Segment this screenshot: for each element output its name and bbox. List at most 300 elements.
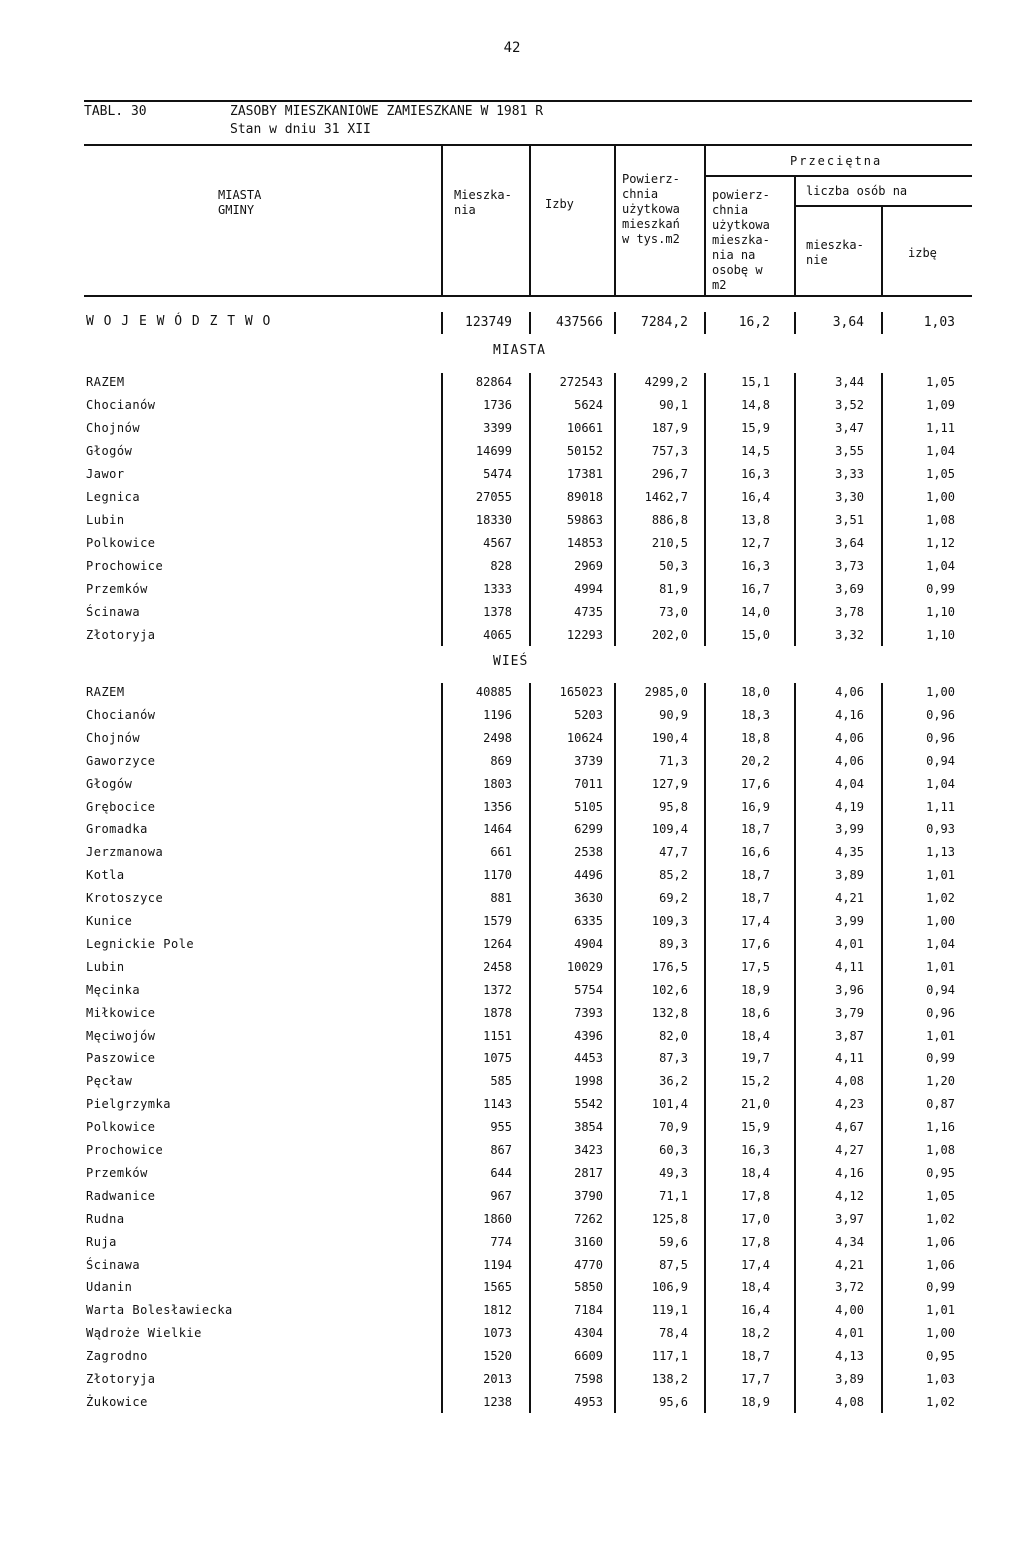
cell-value: 106,9 <box>651 1280 688 1295</box>
cell-value: 1,06 <box>926 1257 955 1272</box>
cell-value: 16,6 <box>741 845 770 860</box>
row-name: Męcinka <box>86 982 141 997</box>
cell-value: 1,01 <box>926 1028 955 1043</box>
cell-value: 3160 <box>574 1234 603 1249</box>
cell-value: 4,01 <box>835 936 864 951</box>
cell-value: 3790 <box>574 1188 603 1203</box>
cell-value: 210,5 <box>651 536 688 550</box>
row-name: Prochowice <box>86 559 164 573</box>
cell-value: 16,4 <box>741 1303 770 1318</box>
header-na-izbe: izbę <box>908 246 937 260</box>
cell-value: 87,3 <box>659 1051 688 1066</box>
row-name: RAZEM <box>86 685 125 699</box>
cell-value: 90,1 <box>659 398 688 412</box>
cell-value: 17,7 <box>741 1372 770 1386</box>
wojewodztwo-label: W O J E W Ó D Z T W O <box>86 314 272 329</box>
column-separator <box>441 683 443 1413</box>
header-na-mieszkanie: mieszka- nie <box>806 238 864 267</box>
cell-value: 132,8 <box>651 1005 688 1020</box>
cell-value: 10624 <box>566 730 603 745</box>
cell-value: 40885 <box>475 685 512 699</box>
cell-value: 7262 <box>574 1211 603 1226</box>
cell-value: 1998 <box>574 1074 603 1089</box>
cell-value: 176,5 <box>651 959 688 974</box>
cell-value: 644 <box>490 1165 512 1180</box>
table-subtitle: Stan w dniu 31 XII <box>230 122 371 137</box>
cell-value: 4065 <box>483 628 512 642</box>
column-separator <box>614 683 616 1413</box>
cell-value: 16,4 <box>741 490 770 504</box>
cell-value: 2498 <box>483 730 512 745</box>
cell-value: 1333 <box>483 582 512 596</box>
section-title: WIEŚ <box>493 654 529 669</box>
cell-value: 202,0 <box>651 628 688 642</box>
cell-value: 3,73 <box>835 559 864 573</box>
cell-value: 757,3 <box>651 444 688 458</box>
cell-value: 50152 <box>566 444 603 458</box>
cell-value: 2817 <box>574 1165 603 1180</box>
cell-value: 18,3 <box>741 707 770 722</box>
cell-value: 16,3 <box>741 467 770 481</box>
row-name: Prochowice <box>86 1143 164 1157</box>
cell-value: 869 <box>490 753 512 768</box>
row-name: Kotla <box>86 868 125 883</box>
cell-value: 18,7 <box>741 822 770 837</box>
row-name: Głogów <box>86 776 133 791</box>
cell-value: 3739 <box>574 753 603 768</box>
cell-value: 0,99 <box>926 582 955 596</box>
cell-value: 5624 <box>574 398 603 412</box>
cell-value: 0,99 <box>926 1280 955 1295</box>
cell-value: 4,16 <box>835 1165 864 1180</box>
cell-value: 4,06 <box>835 753 864 768</box>
row-name: Lubin <box>86 959 125 974</box>
cell-value: 1,02 <box>926 1394 955 1409</box>
cell-value: 1878 <box>483 1005 512 1020</box>
cell-value: 4,34 <box>835 1234 864 1249</box>
cell-value: 19,7 <box>741 1051 770 1066</box>
column-separator <box>614 373 616 646</box>
cell-value: 1356 <box>483 799 512 814</box>
cell-value: 14853 <box>566 536 603 550</box>
cell-value: 3,69 <box>835 582 864 596</box>
cell-value: 18,4 <box>741 1028 770 1043</box>
cell-value: 1,05 <box>926 375 955 389</box>
cell-value: 1565 <box>483 1280 512 1295</box>
cell-value: 3630 <box>574 891 603 906</box>
cell-value: 0,95 <box>926 1349 955 1364</box>
cell-value: 3,55 <box>835 444 864 458</box>
row-name: Miłkowice <box>86 1005 156 1020</box>
cell-value: 3,47 <box>835 421 864 435</box>
cell-value: 4,04 <box>835 776 864 791</box>
cell-value: 16,7 <box>741 582 770 596</box>
row-name: Wądroże Wielkie <box>86 1326 202 1341</box>
header-izby: Izby <box>545 197 574 211</box>
cell-value: 5542 <box>574 1097 603 1112</box>
cell-value: 3,89 <box>835 1372 864 1386</box>
cell-value: 1,00 <box>926 914 955 928</box>
cell-value: 4,11 <box>835 1051 864 1066</box>
cell-value: 1,10 <box>926 605 955 619</box>
cell-value: 1196 <box>483 707 512 722</box>
cell-value: 17,8 <box>741 1188 770 1203</box>
cell-value: 3,44 <box>835 375 864 389</box>
cell-value: 1860 <box>483 1211 512 1226</box>
cell-value: 89018 <box>566 490 603 504</box>
cell-value: 0,96 <box>926 707 955 722</box>
cell-value: 70,9 <box>659 1120 688 1135</box>
cell-value: 138,2 <box>651 1372 688 1386</box>
cell-value: 886,8 <box>651 513 688 527</box>
row-name: Ścinawa <box>86 1257 141 1272</box>
cell-value: 5105 <box>574 799 603 814</box>
cell-value: 1,01 <box>926 868 955 883</box>
cell-value: 7011 <box>574 776 603 791</box>
cell-value: 85,2 <box>659 868 688 883</box>
cell-value: 59863 <box>566 513 603 527</box>
wojewodztwo-value: 123749 <box>465 315 512 330</box>
cell-value: 190,4 <box>651 730 688 745</box>
header-powierzchnia: Powierz- chnia użytkowa mieszkań w tys.m2 <box>622 172 680 246</box>
cell-value: 1,00 <box>926 685 955 699</box>
cell-value: 15,1 <box>741 375 770 389</box>
cell-value: 82864 <box>475 375 512 389</box>
row-name: Gaworzyce <box>86 753 156 768</box>
cell-value: 18,7 <box>741 891 770 906</box>
cell-value: 1,10 <box>926 628 955 642</box>
wojewodztwo-value: 7284,2 <box>641 315 688 330</box>
row-name: Gromadka <box>86 822 148 837</box>
row-name: Chojnów <box>86 421 141 435</box>
row-name: Pielgrzymka <box>86 1097 171 1112</box>
wojewodztwo-value: 437566 <box>556 315 603 330</box>
cell-value: 71,1 <box>659 1188 688 1203</box>
cell-value: 4,11 <box>835 959 864 974</box>
cell-value: 17,6 <box>741 776 770 791</box>
cell-value: 1803 <box>483 776 512 791</box>
cell-value: 73,0 <box>659 605 688 619</box>
cell-value: 828 <box>490 559 512 573</box>
cell-value: 14699 <box>475 444 512 458</box>
cell-value: 881 <box>490 891 512 906</box>
row-name: Legnickie Pole <box>86 936 195 951</box>
column-separator <box>881 312 883 334</box>
row-name: Legnica <box>86 490 141 504</box>
cell-value: 17,4 <box>741 914 770 928</box>
cell-value: 1,02 <box>926 891 955 906</box>
cell-value: 36,2 <box>659 1074 688 1089</box>
cell-value: 4994 <box>574 582 603 596</box>
cell-value: 101,4 <box>651 1097 688 1112</box>
cell-value: 3854 <box>574 1120 603 1135</box>
cell-value: 4,21 <box>835 891 864 906</box>
cell-value: 1,01 <box>926 1303 955 1318</box>
row-name: RAZEM <box>86 375 125 389</box>
cell-value: 3,99 <box>835 822 864 837</box>
cell-value: 21,0 <box>741 1097 770 1112</box>
wojewodztwo-value: 1,03 <box>923 315 955 330</box>
header-liczba-osob: liczba osób na <box>806 184 908 198</box>
cell-value: 125,8 <box>651 1211 688 1226</box>
cell-value: 12,7 <box>741 536 770 550</box>
cell-value: 18,8 <box>741 730 770 745</box>
cell-value: 17381 <box>566 467 603 481</box>
table-title: ZASOBY MIESZKANIOWE ZAMIESZKANE W 1981 R <box>230 104 544 119</box>
cell-value: 3,78 <box>835 605 864 619</box>
cell-value: 296,7 <box>651 467 688 481</box>
cell-value: 0,95 <box>926 1165 955 1180</box>
cell-value: 78,4 <box>659 1326 688 1341</box>
header-pow-na-osobe: powierz- chnia użytkowa mieszka- nia na osobę w m2 <box>712 188 770 292</box>
column-separator <box>529 373 531 646</box>
header-mieszkania: Mieszka- nia <box>454 188 512 217</box>
cell-value: 69,2 <box>659 891 688 906</box>
cell-value: 3,89 <box>835 868 864 883</box>
cell-value: 1,04 <box>926 936 955 951</box>
table-label: TABL. 30 <box>84 104 147 119</box>
row-name: Jerzmanowa <box>86 845 164 860</box>
cell-value: 17,0 <box>741 1211 770 1226</box>
cell-value: 4,12 <box>835 1188 864 1203</box>
cell-value: 3,30 <box>835 490 864 504</box>
cell-value: 3,99 <box>835 914 864 928</box>
cell-value: 16,3 <box>741 1143 770 1157</box>
cell-value: 4735 <box>574 605 603 619</box>
cell-value: 1,11 <box>926 799 955 814</box>
cell-value: 1,02 <box>926 1211 955 1226</box>
row-name: Głogów <box>86 444 133 458</box>
cell-value: 4,19 <box>835 799 864 814</box>
cell-value: 4,27 <box>835 1143 864 1157</box>
cell-value: 7393 <box>574 1005 603 1020</box>
cell-value: 127,9 <box>651 776 688 791</box>
cell-value: 1,03 <box>926 1372 955 1386</box>
cell-value: 4396 <box>574 1028 603 1043</box>
cell-value: 3,79 <box>835 1005 864 1020</box>
cell-value: 13,8 <box>741 513 770 527</box>
cell-value: 18,9 <box>741 1394 770 1409</box>
cell-value: 4,01 <box>835 1326 864 1341</box>
cell-value: 1,04 <box>926 776 955 791</box>
cell-value: 1,11 <box>926 421 955 435</box>
column-separator <box>704 312 706 334</box>
cell-value: 187,9 <box>651 421 688 435</box>
cell-value: 95,6 <box>659 1394 688 1409</box>
cell-value: 14,0 <box>741 605 770 619</box>
cell-value: 10029 <box>566 959 603 974</box>
row-name: Lubin <box>86 513 125 527</box>
cell-value: 4770 <box>574 1257 603 1272</box>
row-name: Przemków <box>86 582 148 596</box>
cell-value: 4299,2 <box>644 375 688 389</box>
cell-value: 18,9 <box>741 982 770 997</box>
cell-value: 18,0 <box>741 685 770 699</box>
cell-value: 15,2 <box>741 1074 770 1089</box>
row-name: Męciwojów <box>86 1028 156 1043</box>
cell-value: 3,97 <box>835 1211 864 1226</box>
cell-value: 27055 <box>475 490 512 504</box>
cell-value: 4,23 <box>835 1097 864 1112</box>
cell-value: 4904 <box>574 936 603 951</box>
cell-value: 1520 <box>483 1349 512 1364</box>
cell-value: 18,7 <box>741 868 770 883</box>
cell-value: 18,6 <box>741 1005 770 1020</box>
cell-value: 4,13 <box>835 1349 864 1364</box>
cell-value: 1,09 <box>926 398 955 412</box>
cell-value: 18330 <box>475 513 512 527</box>
cell-value: 81,9 <box>659 582 688 596</box>
cell-value: 5754 <box>574 982 603 997</box>
cell-value: 1,12 <box>926 536 955 550</box>
row-name: Kunice <box>86 914 133 928</box>
cell-value: 119,1 <box>651 1303 688 1318</box>
cell-value: 17,5 <box>741 959 770 974</box>
cell-value: 1,04 <box>926 559 955 573</box>
cell-value: 71,3 <box>659 753 688 768</box>
cell-value: 1,13 <box>926 845 955 860</box>
cell-value: 4567 <box>483 536 512 550</box>
cell-value: 4,35 <box>835 845 864 860</box>
row-name: Warta Bolesławiecka <box>86 1303 233 1318</box>
cell-value: 49,3 <box>659 1165 688 1180</box>
cell-value: 1170 <box>483 868 512 883</box>
cell-value: 1464 <box>483 822 512 837</box>
wojewodztwo-value: 3,64 <box>832 315 864 330</box>
cell-value: 4,06 <box>835 685 864 699</box>
cell-value: 1,01 <box>926 959 955 974</box>
cell-value: 955 <box>490 1120 512 1135</box>
cell-value: 50,3 <box>659 559 688 573</box>
cell-value: 774 <box>490 1234 512 1249</box>
cell-value: 1579 <box>483 914 512 928</box>
cell-value: 102,6 <box>651 982 688 997</box>
cell-value: 3,72 <box>835 1280 864 1295</box>
cell-value: 2538 <box>574 845 603 860</box>
cell-value: 3399 <box>483 421 512 435</box>
cell-value: 1,05 <box>926 1188 955 1203</box>
cell-value: 1,08 <box>926 513 955 527</box>
cell-value: 1238 <box>483 1394 512 1409</box>
header-przecietna: Przeciętna <box>790 154 883 168</box>
row-name: Zagrodno <box>86 1349 148 1364</box>
row-name: Chocianów <box>86 707 156 722</box>
cell-value: 15,9 <box>741 421 770 435</box>
cell-value: 0,96 <box>926 1005 955 1020</box>
cell-value: 4,21 <box>835 1257 864 1272</box>
column-separator <box>794 312 796 334</box>
row-name: Polkowice <box>86 536 156 550</box>
cell-value: 0,93 <box>926 822 955 837</box>
cell-value: 109,3 <box>651 914 688 928</box>
cell-value: 47,7 <box>659 845 688 860</box>
row-name: Ruja <box>86 1234 117 1249</box>
row-name: Pęcław <box>86 1074 133 1089</box>
cell-value: 4304 <box>574 1326 603 1341</box>
row-name: Złotoryja <box>86 1372 156 1386</box>
cell-value: 3,51 <box>835 513 864 527</box>
row-name: Radwanice <box>86 1188 156 1203</box>
cell-value: 585 <box>490 1074 512 1089</box>
cell-value: 1,00 <box>926 490 955 504</box>
cell-value: 59,6 <box>659 1234 688 1249</box>
row-name: Rudna <box>86 1211 125 1226</box>
cell-value: 0,99 <box>926 1051 955 1066</box>
cell-value: 18,4 <box>741 1165 770 1180</box>
cell-value: 4453 <box>574 1051 603 1066</box>
cell-value: 18,7 <box>741 1349 770 1364</box>
row-name: Chojnów <box>86 730 141 745</box>
row-name: Chocianów <box>86 398 156 412</box>
cell-value: 17,4 <box>741 1257 770 1272</box>
cell-value: 18,2 <box>741 1326 770 1341</box>
cell-value: 4,67 <box>835 1120 864 1135</box>
cell-value: 0,96 <box>926 730 955 745</box>
row-name: Udanin <box>86 1280 133 1295</box>
row-name: Paszowice <box>86 1051 156 1066</box>
cell-value: 5203 <box>574 707 603 722</box>
cell-value: 17,6 <box>741 936 770 951</box>
cell-value: 1194 <box>483 1257 512 1272</box>
cell-value: 117,1 <box>651 1349 688 1364</box>
cell-value: 867 <box>490 1143 512 1157</box>
cell-value: 82,0 <box>659 1028 688 1043</box>
page-number: 42 <box>503 40 521 56</box>
cell-value: 967 <box>490 1188 512 1203</box>
cell-value: 4496 <box>574 868 603 883</box>
cell-value: 1372 <box>483 982 512 997</box>
cell-value: 16,9 <box>741 799 770 814</box>
cell-value: 89,3 <box>659 936 688 951</box>
cell-value: 3,96 <box>835 982 864 997</box>
row-name: Przemków <box>86 1165 148 1180</box>
cell-value: 3,32 <box>835 628 864 642</box>
cell-value: 2013 <box>483 1372 512 1386</box>
section-title: MIASTA <box>493 343 546 358</box>
cell-value: 0,94 <box>926 753 955 768</box>
cell-value: 12293 <box>566 628 603 642</box>
cell-value: 90,9 <box>659 707 688 722</box>
cell-value: 6609 <box>574 1349 603 1364</box>
cell-value: 0,87 <box>926 1097 955 1112</box>
column-separator <box>794 683 796 1413</box>
cell-value: 1462,7 <box>644 490 688 504</box>
cell-value: 4,00 <box>835 1303 864 1318</box>
cell-value: 1812 <box>483 1303 512 1318</box>
cell-value: 5850 <box>574 1280 603 1295</box>
wojewodztwo-value: 16,2 <box>738 315 770 330</box>
column-separator <box>704 373 706 646</box>
cell-value: 3,52 <box>835 398 864 412</box>
row-name: Jawor <box>86 467 125 481</box>
cell-value: 1,16 <box>926 1120 955 1135</box>
cell-value: 16,3 <box>741 559 770 573</box>
cell-value: 3,87 <box>835 1028 864 1043</box>
cell-value: 2985,0 <box>644 685 688 699</box>
column-separator <box>441 312 443 334</box>
row-name: Krotoszyce <box>86 891 164 906</box>
cell-value: 1075 <box>483 1051 512 1066</box>
row-name: Ścinawa <box>86 605 141 619</box>
cell-value: 4953 <box>574 1394 603 1409</box>
column-separator <box>794 373 796 646</box>
cell-value: 6299 <box>574 822 603 837</box>
cell-value: 1,00 <box>926 1326 955 1341</box>
column-separator <box>881 373 883 646</box>
cell-value: 661 <box>490 845 512 860</box>
cell-value: 1378 <box>483 605 512 619</box>
cell-value: 4,16 <box>835 707 864 722</box>
